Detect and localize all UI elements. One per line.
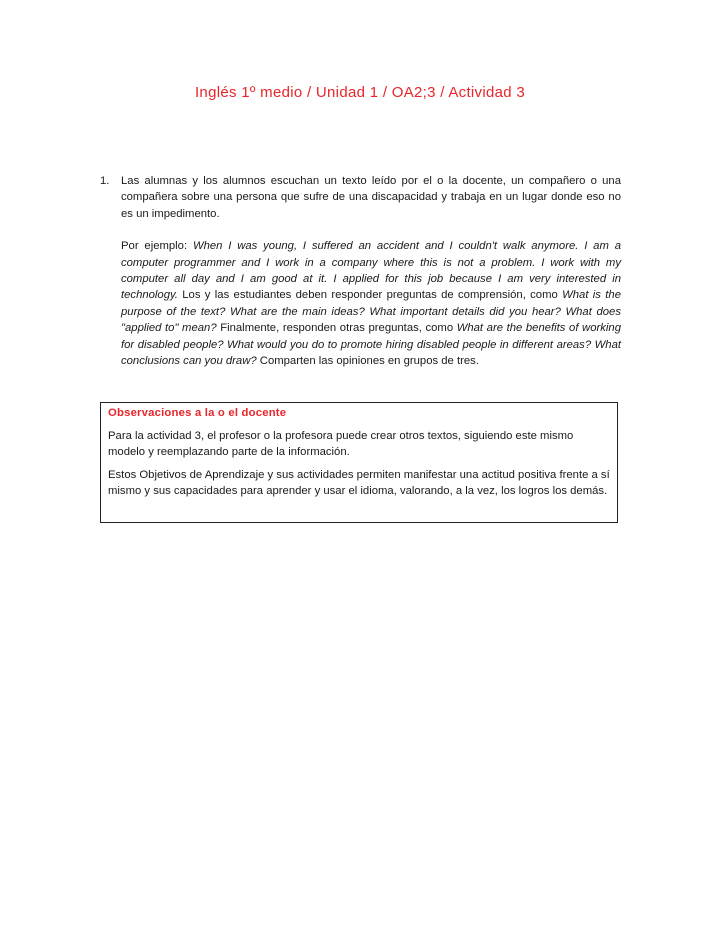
- list-item: [100, 173, 621, 369]
- observations-box: [100, 402, 618, 523]
- example-closing: Comparten las opiniones en grupos de tres.: [256, 355, 479, 368]
- example-lead: Por ejemplo:: [121, 240, 193, 253]
- comprehension-questions: What is the purpose of the text? What are the main ideas? What important details did you hear? What does "applied to" mean?: [121, 289, 621, 335]
- activity-list: [100, 173, 621, 369]
- observations-paragraph-1: Para la actividad 3, el profesor o la profesora puede crear otros textos, siguiendo este mismo modelo y reemplazando parte de la información.: [108, 430, 574, 459]
- page-title: Inglés 1º medio / Unidad 1 / OA2;3 / Actividad 3: [194, 84, 526, 101]
- example-paragraph: [121, 238, 621, 369]
- example-sample-text: When I was young, I suffered an accident and I couldn't walk anymore. I am a computer programmer and I work in a company where this is not a problem. I work with my computer all day and I am good at it. I applied for this job because I am very interested in technology.: [121, 240, 621, 302]
- example-instruction: Los y las estudiantes deben responder preguntas de comprensión, como: [177, 289, 563, 302]
- other-questions: What are the benefits of working for disabled people? What would you do to promote hiring disabled people in different areas? What conclusions can you draw?: [121, 322, 621, 368]
- item-number: 1.: [100, 175, 110, 187]
- observations-paragraph-2: Estos Objetivos de Aprendizaje y sus actividades permiten manifestar una actitud positiva frente a sí mismo y sus capacidades para aprender y usar el idioma, valorando, a la vez, los logros los demás.: [108, 468, 610, 497]
- observations-title: Observaciones a la o el docente: [108, 407, 287, 419]
- example-followup: Finalmente, responden otras preguntas, como: [216, 322, 457, 335]
- activity-intro: Las alumnas y los alumnos escuchan un texto leído por el o la docente, un compañero o una compañera sobre una persona que sufre de una discapacidad y trabaja en un lugar donde eso no es un impedimento.: [121, 175, 621, 220]
